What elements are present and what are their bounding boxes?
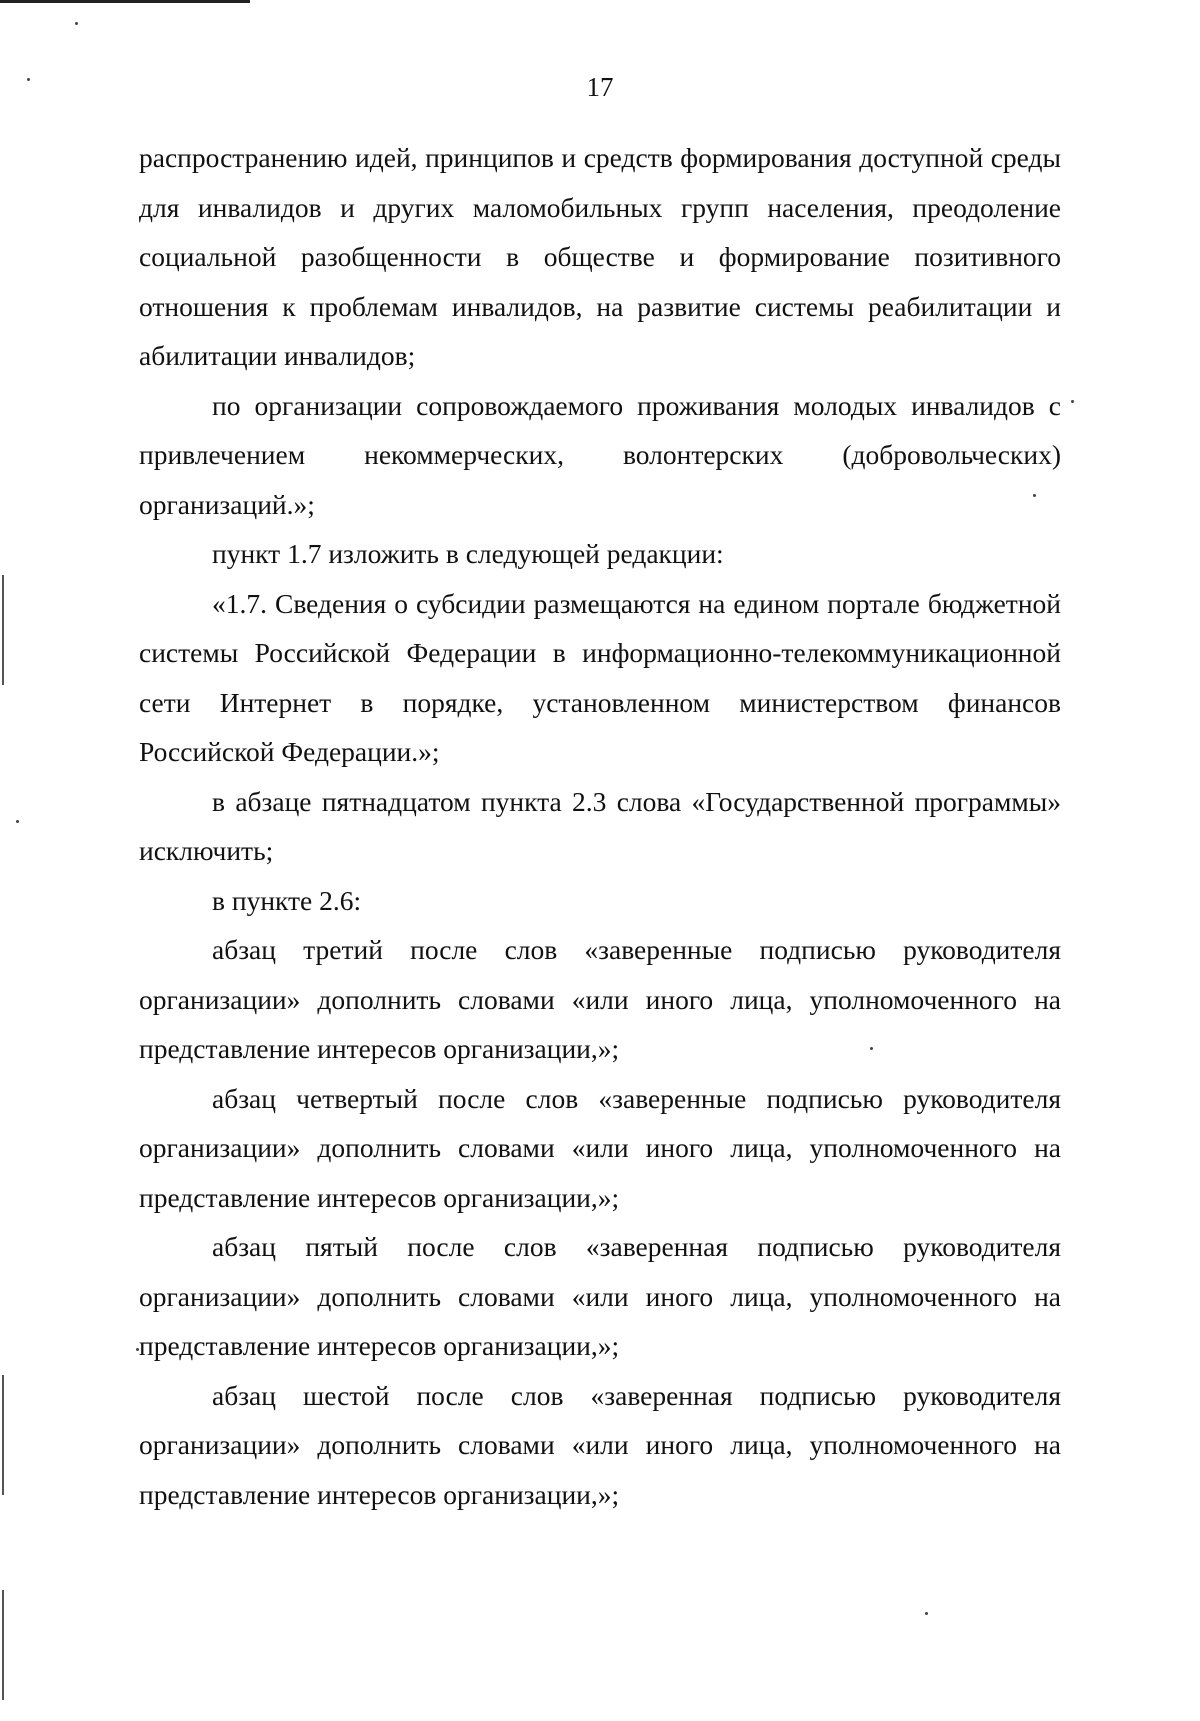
paragraph: в пункте 2.6: — [212, 884, 362, 916]
scan-top-rule — [0, 0, 250, 3]
scan-left-edge-mark — [2, 1375, 4, 1495]
scan-speck — [16, 820, 19, 823]
scan-speck — [1071, 400, 1074, 403]
paragraph: в абзаце пятнадцатом пункта 2.3 слова «Государственной программы» исключить; — [139, 785, 1061, 866]
scan-left-edge-mark — [2, 575, 4, 685]
paragraph: пункт 1.7 изложить в следующей редакции: — [212, 538, 724, 569]
scan-left-edge-mark — [2, 1590, 4, 1700]
paragraph: абзац третий после слов «заверенные подписью руководителя организации» дополнить словами «или иного лица, уполномоченного на представление интересов организации,»; — [139, 934, 1061, 1064]
page-number: 17 — [586, 72, 614, 102]
paragraph: абзац шестой после слов «заверенная подписью руководителя организации» дополнить словами «или иного лица, уполномоченного на представление интересов организации,»; — [139, 1379, 1061, 1510]
paragraph: «1.7. Сведения о субсидии размещаются на едином портале бюджетной системы Российской Федерации в информационно-телекоммуникационной сети Интернет в порядке, установленном министерством финансов Российской Федерации.»; — [139, 587, 1061, 767]
paragraph: по организации сопровождаемого проживания молодых инвалидов с привлечением некоммерческих, волонтерских (добровольческих) организаций.»; — [139, 389, 1061, 520]
scan-speck — [75, 22, 78, 25]
paragraph: абзац четвертый после слов «заверенные подписью руководителя организации» дополнить словами «или иного лица, уполномоченного на представление интересов организации,»; — [139, 1082, 1061, 1213]
paragraph: распространению идей, принципов и средств формирования доступной среды для инвалидов и других маломобильных групп населения, преодоление социальной разобщенности в обществе и формирование позитивного отношения к проблемам инвалидов, на развитие системы реабилитации и абилитации инвалидов; — [139, 142, 1061, 371]
paragraph: абзац пятый после слов «заверенная подписью руководителя организации» дополнить словами «или иного лица, уполномоченного на представление интересов организации,»; — [139, 1231, 1061, 1361]
scan-speck — [925, 1612, 928, 1615]
document-body — [139, 133, 1061, 1519]
